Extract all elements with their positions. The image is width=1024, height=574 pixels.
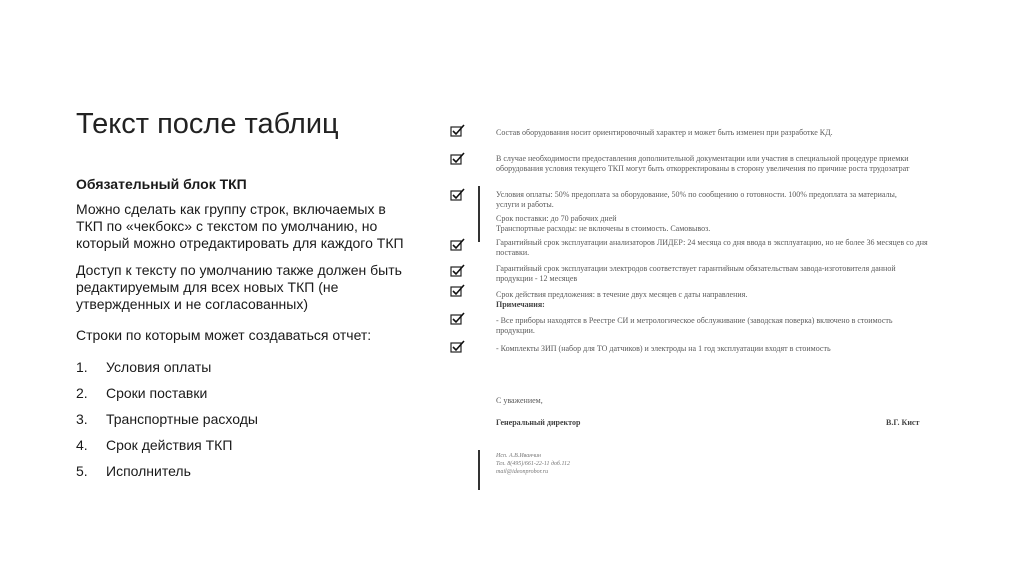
left-column [76, 176, 416, 484]
checkbox-checked-icon[interactable] [450, 188, 466, 202]
report-rows-list [76, 354, 416, 484]
checkbox-checked-icon[interactable] [450, 238, 466, 252]
doc-contact: Тел. 8(495)/661-22-11 доб.112 [496, 461, 570, 467]
doc-signer: В.Г. Кист [886, 418, 920, 427]
doc-line: - Комплекты ЗИП (набор для ТО датчиков) и электроды на 1 год эксплуатации входят в стоимость [496, 344, 831, 353]
doc-contact: Исп. А.В.Иванчин [496, 453, 542, 459]
checkbox-checked-icon[interactable] [450, 284, 466, 298]
list-item: 4. Срок действия ТКП [76, 436, 233, 453]
doc-line: оборудования условия текущего ТКП могут быть откорректированы в сторону увеличения по причине роста трудозатрат [496, 164, 910, 173]
doc-line: продукции. [496, 326, 535, 335]
scanned-document [448, 118, 948, 498]
doc-line: Срок поставки: до 70 рабочих дней [496, 214, 617, 223]
list-item: 3. Транспортные расходы [76, 410, 258, 427]
doc-line: поставки. [496, 248, 530, 257]
list-item: 5. Исполнитель [76, 462, 191, 479]
doc-line: В случае необходимости предоставления дополнительной документации или участия в специальной процедуре приемки [496, 154, 909, 163]
list-item: 2. Сроки поставки [76, 384, 208, 401]
doc-line: Транспортные расходы: не включены в стоимость. Самовывоз. [496, 224, 711, 233]
doc-position: Генеральный директор [496, 418, 581, 427]
checkbox-checked-icon[interactable] [450, 152, 466, 166]
checkbox-checked-icon[interactable] [450, 312, 466, 326]
checkbox-checked-icon[interactable] [450, 340, 466, 354]
doc-line: Гарантийный срок эксплуатации анализаторов ЛИДЕР: 24 месяца со дня ввода в эксплуатацию, но не более 36 месяцев со дня [496, 238, 928, 247]
slide-title: Текст после таблиц [76, 108, 339, 140]
list-item: 1. Условия оплаты [76, 358, 212, 375]
doc-line: Примечания: [496, 300, 545, 309]
checkbox-checked-icon[interactable] [450, 124, 466, 138]
doc-line: Гарантийный срок эксплуатации электродов соответствует гарантийным обязательствам завода-изготовителя данной [496, 264, 896, 273]
doc-regards: С уважением, [496, 396, 543, 405]
paragraph-report-rows: Строки по которым может создаваться отчет: [76, 327, 372, 343]
block-title: Обязательный блок ТКП [76, 176, 247, 192]
doc-line: - Все приборы находятся в Реестре СИ и метрологическое обслуживание (заводская поверка) включено в стоимость [496, 316, 893, 325]
margin-bar [478, 450, 480, 490]
doc-contact: mail@ideonprobor.ru [496, 469, 549, 475]
doc-line: продукции - 12 месяцев [496, 274, 578, 283]
doc-line: Условия оплаты: 50% предоплата за оборудование, 50% по сообщению о готовности. 100% предоплата за материалы, [496, 190, 897, 199]
doc-line: Состав оборудования носит ориентировочный характер и может быть изменен при разработке КД. [496, 128, 833, 137]
doc-line: Срок действия предложения: в течение двух месяцев с даты направления. [496, 290, 748, 299]
margin-bar [478, 186, 480, 242]
paragraph-default-text-access: Доступ к тексту по умолчанию также должен быть редактируемым для всех новых ТКП (не утвержденных и не согласованных) [76, 262, 402, 312]
checkbox-checked-icon[interactable] [450, 264, 466, 278]
doc-line: услуги и работы. [496, 200, 554, 209]
paragraph-group-rows: Можно сделать как группу строк, включаемых в ТКП по «чекбокс» с текстом по умолчанию, но который можно отредактировать для каждого ТКП [76, 201, 404, 251]
